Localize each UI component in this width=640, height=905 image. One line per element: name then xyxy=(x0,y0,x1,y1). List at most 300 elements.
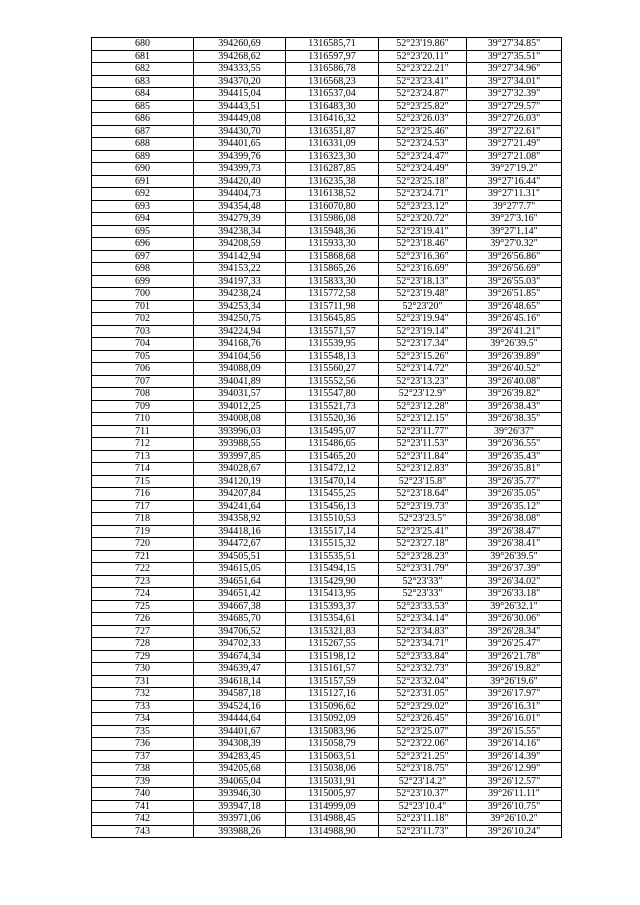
latitude-cell: 52°23'14.2" xyxy=(379,775,467,788)
latitude-cell: 52°23'23.12" xyxy=(379,200,467,213)
table-row xyxy=(92,338,562,351)
longitude-cell: 39°27'1.14" xyxy=(467,225,562,238)
x-coordinate-cell: 394012,25 xyxy=(194,400,286,413)
latitude-cell: 52°23'20.72" xyxy=(379,213,467,226)
y-coordinate-cell: 1315005,97 xyxy=(286,788,379,801)
point-number-cell: 739 xyxy=(92,775,194,788)
latitude-cell: 52°23'12.28" xyxy=(379,400,467,413)
point-number-cell: 686 xyxy=(92,113,194,126)
point-number-cell: 718 xyxy=(92,513,194,526)
table-row xyxy=(92,663,562,676)
latitude-cell: 52°23'11.53" xyxy=(379,438,467,451)
longitude-cell: 39°27'19.2" xyxy=(467,163,562,176)
y-coordinate-cell: 1316323,30 xyxy=(286,150,379,163)
x-coordinate-cell: 394224,94 xyxy=(194,325,286,338)
y-coordinate-cell: 1315456,13 xyxy=(286,500,379,513)
longitude-cell: 39°26'37.39" xyxy=(467,563,562,576)
point-number-cell: 685 xyxy=(92,100,194,113)
longitude-cell: 39°27'34.01" xyxy=(467,75,562,88)
point-number-cell: 715 xyxy=(92,475,194,488)
x-coordinate-cell: 394651,64 xyxy=(194,575,286,588)
latitude-cell: 52°23'32.04" xyxy=(379,675,467,688)
x-coordinate-cell: 394702,33 xyxy=(194,638,286,651)
table-row xyxy=(92,38,562,51)
latitude-cell: 52°23'19.41" xyxy=(379,225,467,238)
longitude-cell: 39°26'35.77" xyxy=(467,475,562,488)
x-coordinate-cell: 394008,08 xyxy=(194,413,286,426)
latitude-cell: 52°23'34.83" xyxy=(379,625,467,638)
point-number-cell: 705 xyxy=(92,350,194,363)
x-coordinate-cell: 394308,39 xyxy=(194,738,286,751)
longitude-cell: 39°26'32.1" xyxy=(467,600,562,613)
latitude-cell: 52°23'15.8" xyxy=(379,475,467,488)
longitude-cell: 39°27'35.51" xyxy=(467,50,562,63)
x-coordinate-cell: 394207,84 xyxy=(194,488,286,501)
y-coordinate-cell: 1316287,85 xyxy=(286,163,379,176)
y-coordinate-cell: 1315865,26 xyxy=(286,263,379,276)
point-number-cell: 725 xyxy=(92,600,194,613)
point-number-cell: 692 xyxy=(92,188,194,201)
y-coordinate-cell: 1315058,79 xyxy=(286,738,379,751)
table-row xyxy=(92,650,562,663)
latitude-cell: 52°23'12.9" xyxy=(379,388,467,401)
y-coordinate-cell: 1315038,06 xyxy=(286,763,379,776)
longitude-cell: 39°26'10.75" xyxy=(467,800,562,813)
y-coordinate-cell: 1315096,62 xyxy=(286,700,379,713)
point-number-cell: 681 xyxy=(92,50,194,63)
x-coordinate-cell: 394260,69 xyxy=(194,38,286,51)
y-coordinate-cell: 1315455,25 xyxy=(286,488,379,501)
point-number-cell: 690 xyxy=(92,163,194,176)
table-row xyxy=(92,300,562,313)
table-row xyxy=(92,525,562,538)
point-number-cell: 702 xyxy=(92,313,194,326)
y-coordinate-cell: 1315161,57 xyxy=(286,663,379,676)
y-coordinate-cell: 1315645,85 xyxy=(286,313,379,326)
point-number-cell: 680 xyxy=(92,38,194,51)
table-row xyxy=(92,538,562,551)
x-coordinate-cell: 394430,70 xyxy=(194,125,286,138)
y-coordinate-cell: 1315515,32 xyxy=(286,538,379,551)
x-coordinate-cell: 393988,26 xyxy=(194,825,286,838)
y-coordinate-cell: 1315948,36 xyxy=(286,225,379,238)
y-coordinate-cell: 1316597,97 xyxy=(286,50,379,63)
x-coordinate-cell: 394238,24 xyxy=(194,288,286,301)
longitude-cell: 39°26'35.05" xyxy=(467,488,562,501)
longitude-cell: 39°26'35.81" xyxy=(467,463,562,476)
x-coordinate-cell: 394031,57 xyxy=(194,388,286,401)
latitude-cell: 52°23'24.49" xyxy=(379,163,467,176)
y-coordinate-cell: 1316351,87 xyxy=(286,125,379,138)
table-row xyxy=(92,800,562,813)
table-row xyxy=(92,125,562,138)
x-coordinate-cell: 394706,52 xyxy=(194,625,286,638)
longitude-cell: 39°26'15.55" xyxy=(467,725,562,738)
y-coordinate-cell: 1316070,80 xyxy=(286,200,379,213)
table-row xyxy=(92,813,562,826)
y-coordinate-cell: 1316416,32 xyxy=(286,113,379,126)
x-coordinate-cell: 394283,45 xyxy=(194,750,286,763)
table-row xyxy=(92,175,562,188)
y-coordinate-cell: 1315495,07 xyxy=(286,425,379,438)
y-coordinate-cell: 1316585,71 xyxy=(286,38,379,51)
latitude-cell: 52°23'21.25" xyxy=(379,750,467,763)
latitude-cell: 52°23'24.53" xyxy=(379,138,467,151)
table-row xyxy=(92,750,562,763)
point-number-cell: 687 xyxy=(92,125,194,138)
point-number-cell: 737 xyxy=(92,750,194,763)
point-number-cell: 717 xyxy=(92,500,194,513)
longitude-cell: 39°26'19.6" xyxy=(467,675,562,688)
point-number-cell: 738 xyxy=(92,763,194,776)
point-number-cell: 708 xyxy=(92,388,194,401)
y-coordinate-cell: 1316331,09 xyxy=(286,138,379,151)
longitude-cell: 39°26'16.01" xyxy=(467,713,562,726)
longitude-cell: 39°26'40.08" xyxy=(467,375,562,388)
table-row xyxy=(92,188,562,201)
x-coordinate-cell: 394505,51 xyxy=(194,550,286,563)
x-coordinate-cell: 394404,73 xyxy=(194,188,286,201)
longitude-cell: 39°26'16.31" xyxy=(467,700,562,713)
table-row xyxy=(92,150,562,163)
longitude-cell: 39°26'12.57" xyxy=(467,775,562,788)
x-coordinate-cell: 394250,75 xyxy=(194,313,286,326)
longitude-cell: 39°27'22.61" xyxy=(467,125,562,138)
x-coordinate-cell: 394041,89 xyxy=(194,375,286,388)
point-number-cell: 710 xyxy=(92,413,194,426)
x-coordinate-cell: 393996,03 xyxy=(194,425,286,438)
y-coordinate-cell: 1315868,68 xyxy=(286,250,379,263)
longitude-cell: 39°26'38.47" xyxy=(467,525,562,538)
x-coordinate-cell: 393997,85 xyxy=(194,450,286,463)
latitude-cell: 52°23'31.79" xyxy=(379,563,467,576)
longitude-cell: 39°27'0.32" xyxy=(467,238,562,251)
y-coordinate-cell: 1315472,12 xyxy=(286,463,379,476)
point-number-cell: 713 xyxy=(92,450,194,463)
point-number-cell: 729 xyxy=(92,650,194,663)
latitude-cell: 52°23'25.18" xyxy=(379,175,467,188)
x-coordinate-cell: 394358,92 xyxy=(194,513,286,526)
y-coordinate-cell: 1315465,20 xyxy=(286,450,379,463)
x-coordinate-cell: 394444,64 xyxy=(194,713,286,726)
longitude-cell: 39°26'56.86" xyxy=(467,250,562,263)
point-number-cell: 719 xyxy=(92,525,194,538)
latitude-cell: 52°23'24.47" xyxy=(379,150,467,163)
table-row xyxy=(92,388,562,401)
y-coordinate-cell: 1315429,90 xyxy=(286,575,379,588)
point-number-cell: 733 xyxy=(92,700,194,713)
y-coordinate-cell: 1315092,09 xyxy=(286,713,379,726)
y-coordinate-cell: 1315933,30 xyxy=(286,238,379,251)
latitude-cell: 52°23'23.41" xyxy=(379,75,467,88)
point-number-cell: 731 xyxy=(92,675,194,688)
longitude-cell: 39°27'34.96" xyxy=(467,63,562,76)
x-coordinate-cell: 394253,34 xyxy=(194,300,286,313)
latitude-cell: 52°23'19.73" xyxy=(379,500,467,513)
point-number-cell: 682 xyxy=(92,63,194,76)
longitude-cell: 39°26'41.21" xyxy=(467,325,562,338)
latitude-cell: 52°23'34.14" xyxy=(379,613,467,626)
longitude-cell: 39°27'7.7" xyxy=(467,200,562,213)
point-number-cell: 716 xyxy=(92,488,194,501)
table-row xyxy=(92,600,562,613)
table-row xyxy=(92,88,562,101)
longitude-cell: 39°26'38.41" xyxy=(467,538,562,551)
point-number-cell: 726 xyxy=(92,613,194,626)
point-number-cell: 730 xyxy=(92,663,194,676)
longitude-cell: 39°26'25.47" xyxy=(467,638,562,651)
y-coordinate-cell: 1315560,27 xyxy=(286,363,379,376)
latitude-cell: 52°23'25.07" xyxy=(379,725,467,738)
latitude-cell: 52°23'16.36" xyxy=(379,250,467,263)
y-coordinate-cell: 1315986,08 xyxy=(286,213,379,226)
latitude-cell: 52°23'26.45" xyxy=(379,713,467,726)
latitude-cell: 52°23'19.94" xyxy=(379,313,467,326)
table-row xyxy=(92,688,562,701)
longitude-cell: 39°26'38.35" xyxy=(467,413,562,426)
table-row xyxy=(92,375,562,388)
longitude-cell: 39°26'40.52" xyxy=(467,363,562,376)
y-coordinate-cell: 1315063,51 xyxy=(286,750,379,763)
latitude-cell: 52°23'11.18" xyxy=(379,813,467,826)
y-coordinate-cell: 1315393,37 xyxy=(286,600,379,613)
point-number-cell: 732 xyxy=(92,688,194,701)
longitude-cell: 39°26'39.5" xyxy=(467,338,562,351)
y-coordinate-cell: 1316138,52 xyxy=(286,188,379,201)
x-coordinate-cell: 394065,04 xyxy=(194,775,286,788)
latitude-cell: 52°23'32.73" xyxy=(379,663,467,676)
table-row xyxy=(92,475,562,488)
y-coordinate-cell: 1316586,78 xyxy=(286,63,379,76)
y-coordinate-cell: 1315552,56 xyxy=(286,375,379,388)
point-number-cell: 698 xyxy=(92,263,194,276)
table-row xyxy=(92,588,562,601)
point-number-cell: 735 xyxy=(92,725,194,738)
table-row xyxy=(92,50,562,63)
point-number-cell: 693 xyxy=(92,200,194,213)
table-row xyxy=(92,788,562,801)
latitude-cell: 52°23'18.46" xyxy=(379,238,467,251)
latitude-cell: 52°23'19.48" xyxy=(379,288,467,301)
point-number-cell: 701 xyxy=(92,300,194,313)
x-coordinate-cell: 394420,40 xyxy=(194,175,286,188)
x-coordinate-cell: 393946,30 xyxy=(194,788,286,801)
longitude-cell: 39°26'19.82" xyxy=(467,663,562,676)
x-coordinate-cell: 394524,16 xyxy=(194,700,286,713)
table-row xyxy=(92,638,562,651)
latitude-cell: 52°23'25.41" xyxy=(379,525,467,538)
latitude-cell: 52°23'28.23" xyxy=(379,550,467,563)
y-coordinate-cell: 1315486,65 xyxy=(286,438,379,451)
longitude-cell: 39°26'39.5" xyxy=(467,550,562,563)
latitude-cell: 52°23'20.11" xyxy=(379,50,467,63)
x-coordinate-cell: 394685,70 xyxy=(194,613,286,626)
x-coordinate-cell: 394615,05 xyxy=(194,563,286,576)
x-coordinate-cell: 394279,39 xyxy=(194,213,286,226)
y-coordinate-cell: 1315413,95 xyxy=(286,588,379,601)
longitude-cell: 39°26'17.97" xyxy=(467,688,562,701)
longitude-cell: 39°27'34.85" xyxy=(467,38,562,51)
table-row xyxy=(92,225,562,238)
longitude-cell: 39°26'35.43" xyxy=(467,450,562,463)
longitude-cell: 39°26'30.06" xyxy=(467,613,562,626)
point-number-cell: 740 xyxy=(92,788,194,801)
table-row xyxy=(92,738,562,751)
y-coordinate-cell: 1315470,14 xyxy=(286,475,379,488)
table-row xyxy=(92,200,562,213)
longitude-cell: 39°27'26.03" xyxy=(467,113,562,126)
table-row xyxy=(92,363,562,376)
point-number-cell: 743 xyxy=(92,825,194,838)
table-row xyxy=(92,413,562,426)
table-row xyxy=(92,763,562,776)
latitude-cell: 52°23'33" xyxy=(379,575,467,588)
y-coordinate-cell: 1314988,45 xyxy=(286,813,379,826)
x-coordinate-cell: 394153,22 xyxy=(194,263,286,276)
table-row xyxy=(92,825,562,838)
table-row xyxy=(92,713,562,726)
table-row xyxy=(92,288,562,301)
x-coordinate-cell: 394401,67 xyxy=(194,725,286,738)
table-row xyxy=(92,263,562,276)
latitude-cell: 52°23'12.15" xyxy=(379,413,467,426)
longitude-cell: 39°27'29.57" xyxy=(467,100,562,113)
table-row xyxy=(92,425,562,438)
x-coordinate-cell: 394168,76 xyxy=(194,338,286,351)
point-number-cell: 688 xyxy=(92,138,194,151)
table-row xyxy=(92,400,562,413)
y-coordinate-cell: 1315547,80 xyxy=(286,388,379,401)
point-number-cell: 714 xyxy=(92,463,194,476)
y-coordinate-cell: 1315031,91 xyxy=(286,775,379,788)
x-coordinate-cell: 394674,34 xyxy=(194,650,286,663)
point-number-cell: 703 xyxy=(92,325,194,338)
x-coordinate-cell: 394618,14 xyxy=(194,675,286,688)
table-row xyxy=(92,463,562,476)
x-coordinate-cell: 394651,42 xyxy=(194,588,286,601)
point-number-cell: 706 xyxy=(92,363,194,376)
table-row xyxy=(92,563,562,576)
longitude-cell: 39°26'14.39" xyxy=(467,750,562,763)
table-row xyxy=(92,213,562,226)
table-row xyxy=(92,75,562,88)
x-coordinate-cell: 394104,56 xyxy=(194,350,286,363)
latitude-cell: 52°23'33" xyxy=(379,588,467,601)
x-coordinate-cell: 394197,33 xyxy=(194,275,286,288)
latitude-cell: 52°23'24.71" xyxy=(379,188,467,201)
y-coordinate-cell: 1316235,38 xyxy=(286,175,379,188)
latitude-cell: 52°23'29.02" xyxy=(379,700,467,713)
point-number-cell: 712 xyxy=(92,438,194,451)
longitude-cell: 39°27'32.39" xyxy=(467,88,562,101)
point-number-cell: 709 xyxy=(92,400,194,413)
longitude-cell: 39°26'10.24" xyxy=(467,825,562,838)
table-row xyxy=(92,775,562,788)
y-coordinate-cell: 1315539,95 xyxy=(286,338,379,351)
y-coordinate-cell: 1315535,51 xyxy=(286,550,379,563)
table-row xyxy=(92,100,562,113)
point-number-cell: 720 xyxy=(92,538,194,551)
y-coordinate-cell: 1315772,58 xyxy=(286,288,379,301)
longitude-cell: 39°27'11.31" xyxy=(467,188,562,201)
longitude-cell: 39°26'34.02" xyxy=(467,575,562,588)
longitude-cell: 39°26'11.11" xyxy=(467,788,562,801)
y-coordinate-cell: 1316537,04 xyxy=(286,88,379,101)
latitude-cell: 52°23'10.37" xyxy=(379,788,467,801)
x-coordinate-cell: 394241,64 xyxy=(194,500,286,513)
point-number-cell: 711 xyxy=(92,425,194,438)
latitude-cell: 52°23'25.82" xyxy=(379,100,467,113)
latitude-cell: 52°23'12.83" xyxy=(379,463,467,476)
latitude-cell: 52°23'22.06" xyxy=(379,738,467,751)
longitude-cell: 39°26'35.12" xyxy=(467,500,562,513)
table-row xyxy=(92,613,562,626)
x-coordinate-cell: 394333,55 xyxy=(194,63,286,76)
longitude-cell: 39°26'38.08" xyxy=(467,513,562,526)
latitude-cell: 52°23'25.46" xyxy=(379,125,467,138)
latitude-cell: 52°23'19.86" xyxy=(379,38,467,51)
longitude-cell: 39°27'16.44" xyxy=(467,175,562,188)
table-row xyxy=(92,450,562,463)
latitude-cell: 52°23'24.87" xyxy=(379,88,467,101)
x-coordinate-cell: 394443,51 xyxy=(194,100,286,113)
point-number-cell: 734 xyxy=(92,713,194,726)
x-coordinate-cell: 393947,18 xyxy=(194,800,286,813)
x-coordinate-cell: 394238,34 xyxy=(194,225,286,238)
table-row xyxy=(92,138,562,151)
x-coordinate-cell: 394120,19 xyxy=(194,475,286,488)
table-row xyxy=(92,625,562,638)
longitude-cell: 39°27'21.49" xyxy=(467,138,562,151)
longitude-cell: 39°26'45.16" xyxy=(467,313,562,326)
table-row xyxy=(92,500,562,513)
point-number-cell: 707 xyxy=(92,375,194,388)
x-coordinate-cell: 394142,94 xyxy=(194,250,286,263)
y-coordinate-cell: 1315517,14 xyxy=(286,525,379,538)
x-coordinate-cell: 394370,20 xyxy=(194,75,286,88)
table-row xyxy=(92,575,562,588)
coordinates-table xyxy=(91,37,562,838)
x-coordinate-cell: 394205,68 xyxy=(194,763,286,776)
table-row xyxy=(92,675,562,688)
point-number-cell: 683 xyxy=(92,75,194,88)
y-coordinate-cell: 1315321,83 xyxy=(286,625,379,638)
point-number-cell: 689 xyxy=(92,150,194,163)
y-coordinate-cell: 1315083,96 xyxy=(286,725,379,738)
latitude-cell: 52°23'20" xyxy=(379,300,467,313)
table-row xyxy=(92,250,562,263)
latitude-cell: 52°23'11.77" xyxy=(379,425,467,438)
latitude-cell: 52°23'14.72" xyxy=(379,363,467,376)
point-number-cell: 721 xyxy=(92,550,194,563)
table-row xyxy=(92,113,562,126)
longitude-cell: 39°26'12.99" xyxy=(467,763,562,776)
y-coordinate-cell: 1315521,73 xyxy=(286,400,379,413)
longitude-cell: 39°26'10.2" xyxy=(467,813,562,826)
point-number-cell: 697 xyxy=(92,250,194,263)
table-row xyxy=(92,325,562,338)
y-coordinate-cell: 1315354,61 xyxy=(286,613,379,626)
y-coordinate-cell: 1315510,53 xyxy=(286,513,379,526)
table-row xyxy=(92,163,562,176)
x-coordinate-cell: 394399,73 xyxy=(194,163,286,176)
x-coordinate-cell: 394399,76 xyxy=(194,150,286,163)
table-row xyxy=(92,488,562,501)
point-number-cell: 704 xyxy=(92,338,194,351)
latitude-cell: 52°23'27.18" xyxy=(379,538,467,551)
table-row xyxy=(92,725,562,738)
table-row xyxy=(92,438,562,451)
